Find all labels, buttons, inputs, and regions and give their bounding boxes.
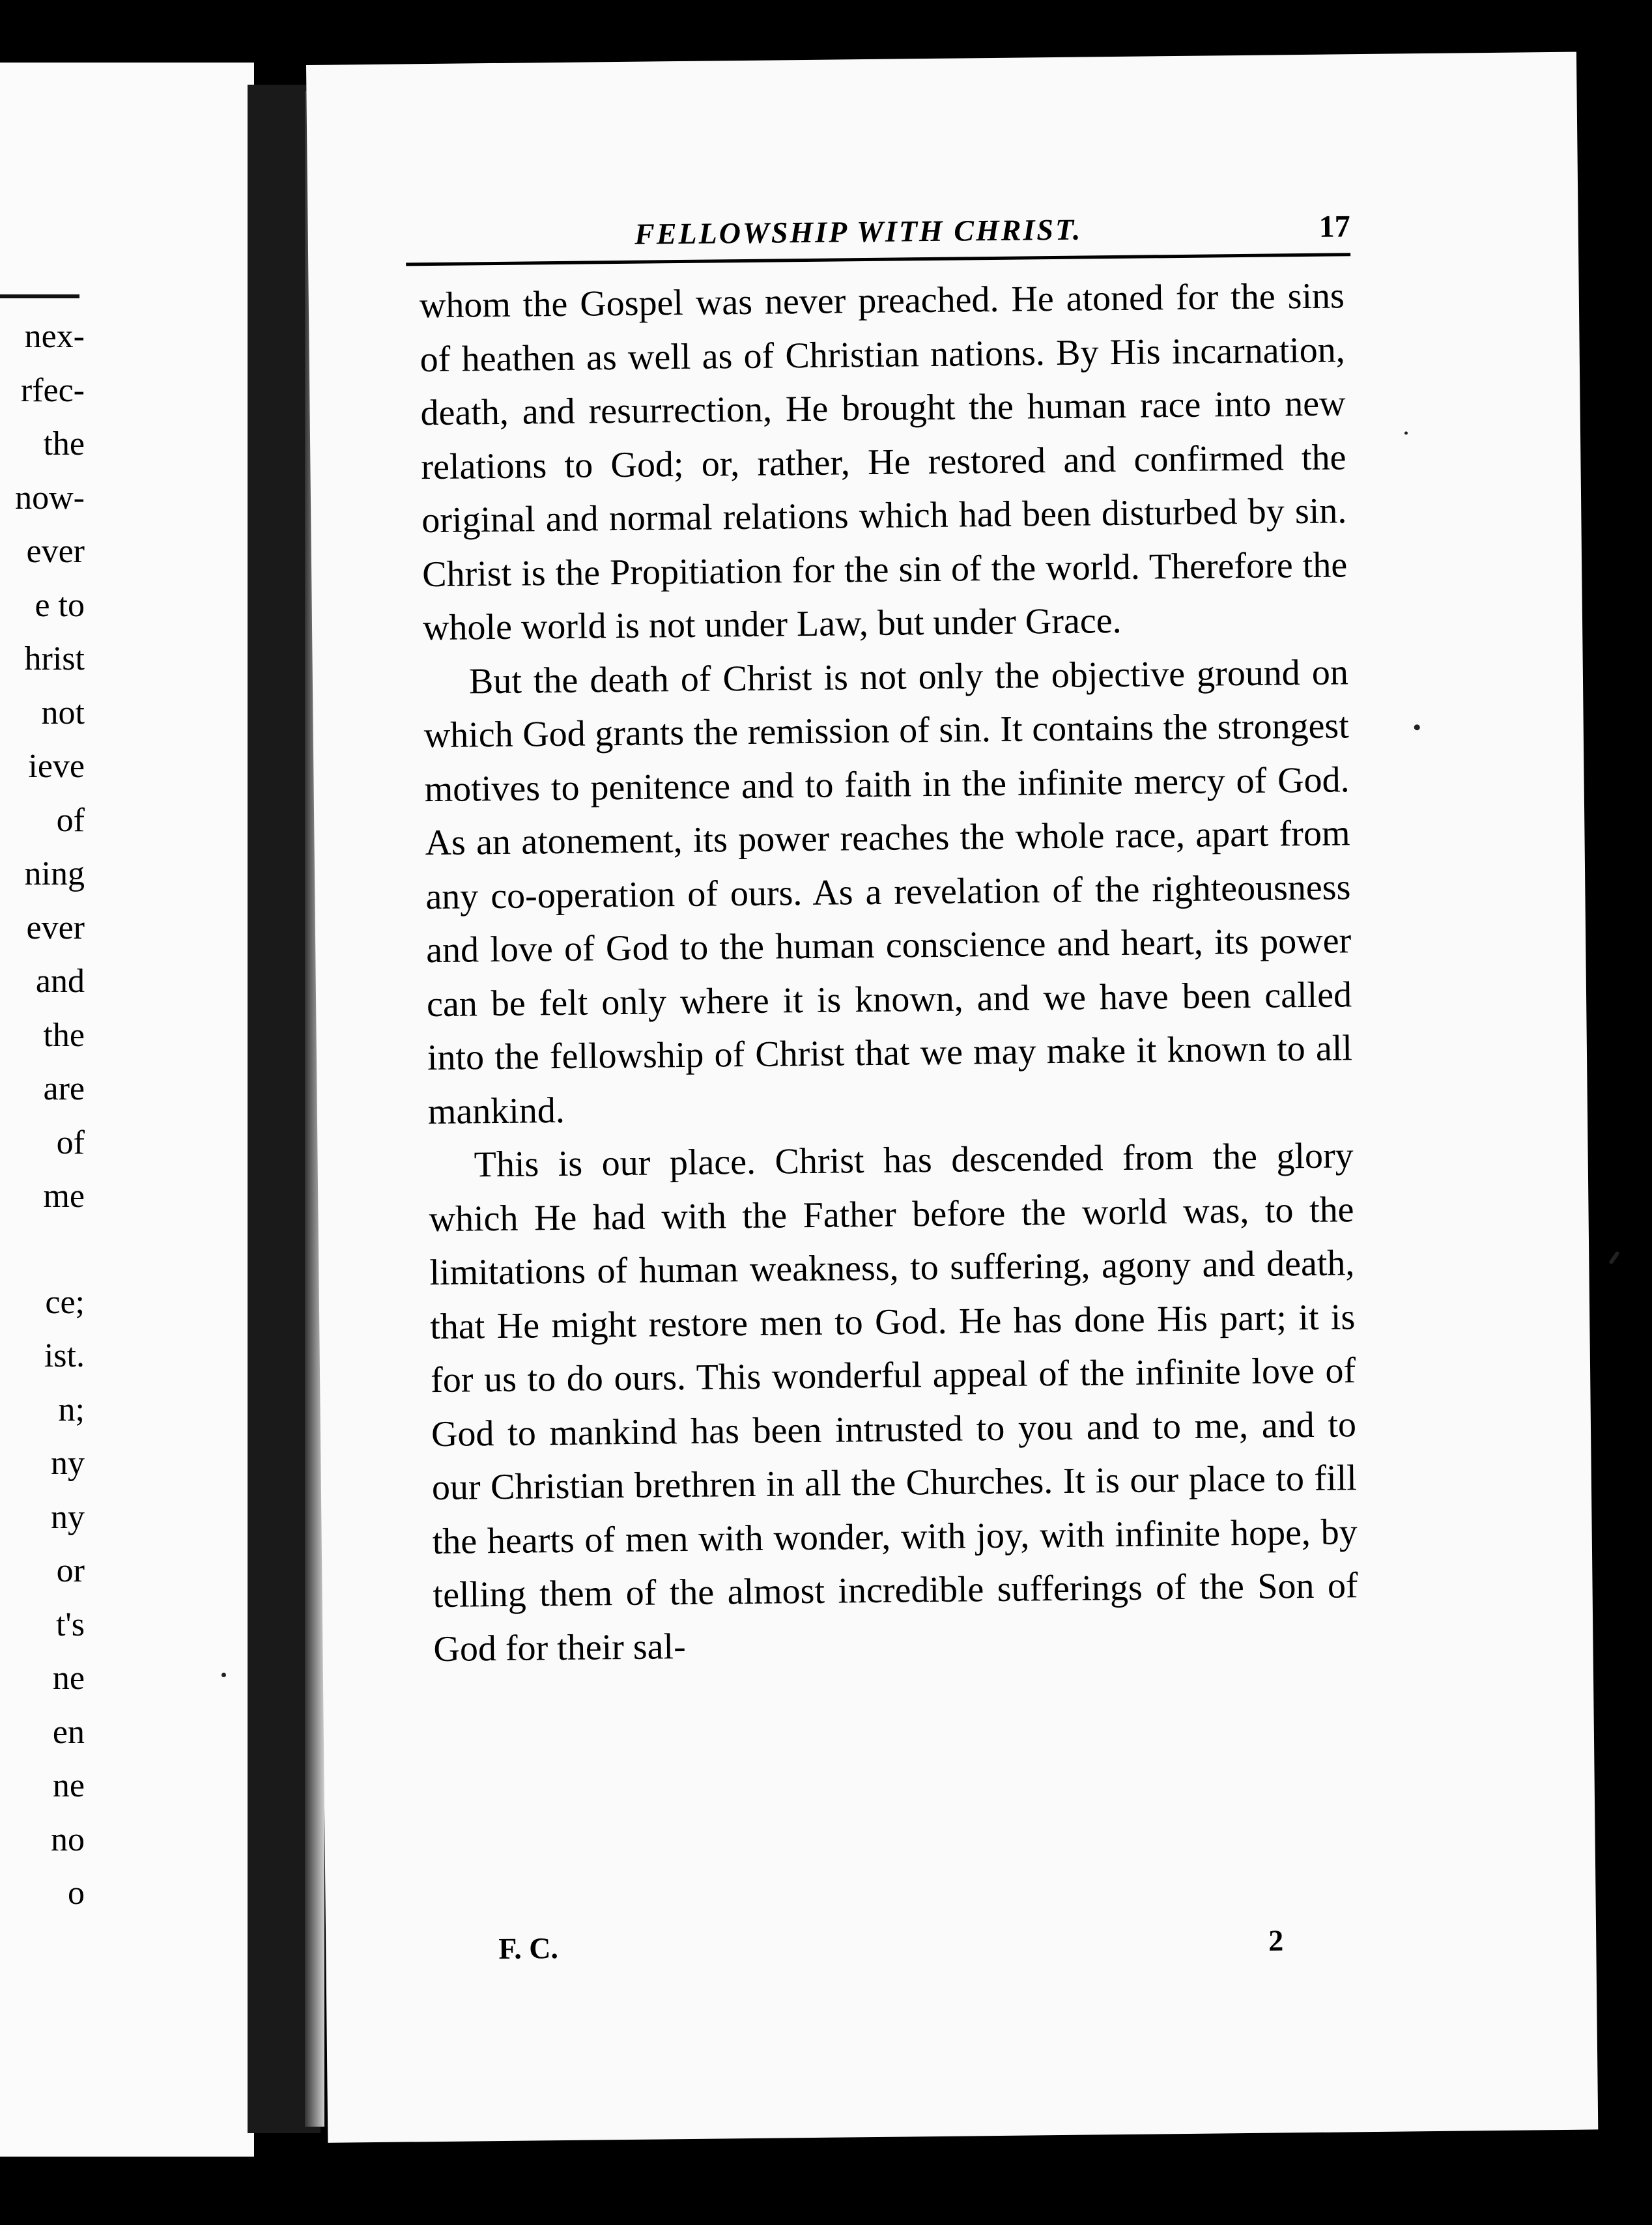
left-line-fragment: nex- — [24, 318, 85, 355]
scan-speck — [221, 1673, 226, 1677]
left-line-fragment: no — [51, 1821, 85, 1858]
running-title: FELLOWSHIP WITH CHRIST. — [634, 212, 1083, 251]
left-line-fragment: ist. — [44, 1337, 85, 1374]
paragraph: But the death of Christ is not only the objective ground on which God grants the remission of sin. It contains the strongest motives to penitence and to faith in the infinite mercy of God. As an atonement, its power reaches the whole race, apart from any co-operation of ours. As a revelation of the righteousness and love of God to the human conscience and heart, its power can be felt only where it is known, and we have been called into the fellowship of Christ that we may make it known to all mankind. — [423, 651, 1353, 1132]
left-line-fragment: n; — [58, 1391, 85, 1428]
left-line-fragment: ever — [26, 533, 85, 570]
left-line-fragment: the — [43, 1016, 85, 1054]
left-line-fragment: rfec- — [20, 371, 85, 409]
left-line-fragment: ning — [24, 855, 85, 892]
left-page — [0, 63, 254, 2157]
left-page-line-fragments — [0, 310, 85, 1921]
left-line-fragment: ieve — [28, 748, 85, 785]
left-line-fragment: e to — [35, 586, 85, 624]
left-line-fragment: hrist — [24, 640, 85, 677]
left-line-fragment: o — [68, 1875, 85, 1912]
left-line-fragment: and — [35, 963, 85, 1000]
left-paragraph-gap — [0, 1224, 85, 1276]
body-text — [419, 269, 1358, 1676]
left-line-fragment: ny — [51, 1498, 85, 1536]
left-line-fragment: ny — [51, 1445, 85, 1482]
left-line-fragment: ne — [52, 1767, 85, 1804]
signature-mark: F. C. — [498, 1931, 559, 1966]
left-line-fragment: en — [52, 1713, 85, 1751]
page-footer — [436, 1918, 1284, 1972]
left-line-fragment: me — [43, 1178, 85, 1215]
left-line-fragment: are — [43, 1070, 85, 1107]
left-line-fragment: of — [56, 801, 85, 839]
page-number: 17 — [1318, 209, 1350, 244]
scan-speck — [1608, 1251, 1620, 1264]
scan-speck — [1414, 724, 1420, 730]
right-page — [306, 52, 1598, 2143]
left-line-fragment: or — [56, 1552, 85, 1589]
left-line-fragment: ce; — [45, 1283, 85, 1321]
left-header-rule — [0, 294, 79, 298]
left-line-fragment: not — [41, 694, 85, 731]
left-line-fragment: ne — [52, 1660, 85, 1697]
left-line-fragment: the — [43, 425, 85, 462]
running-head — [405, 204, 1350, 259]
scan-speck — [1404, 431, 1408, 434]
left-line-fragment: ever — [26, 909, 85, 946]
left-line-fragment: now- — [15, 479, 85, 517]
left-line-fragment: t's — [55, 1606, 85, 1643]
paragraph: This is our place. Christ has descended from the glory which He had with the Father before the world was, to the limitations of human weakness, to suffering, agony and death, that He might restore men to God. He has done His part; it is for us to do ours. This wonderful appeal of the infinite love of God to mankind has been intrusted to you and to me, and to our Christian brethren in all the Churches. It is our place to fill the hearts of men with wonder, with joy, with infinite hope, by telling them of the almost incredible sufferings of the Son of God for their sal- — [429, 1135, 1358, 1669]
paragraph: whom the Gospel was never preached. He atoned for the sins of heathen as well as of Christian nations. By His incarnation, death, and resurrection, He brought the human race into new relations to God; or, rather, He restored and confirmed the original and normal relations which had been disturbed by sin. Christ is the Propitiation for the sin of the world. Therefore the whole world is not under Law, but under Grace. — [419, 276, 1348, 649]
gathering-number: 2 — [1268, 1923, 1284, 1957]
left-line-fragment: of — [56, 1124, 85, 1161]
